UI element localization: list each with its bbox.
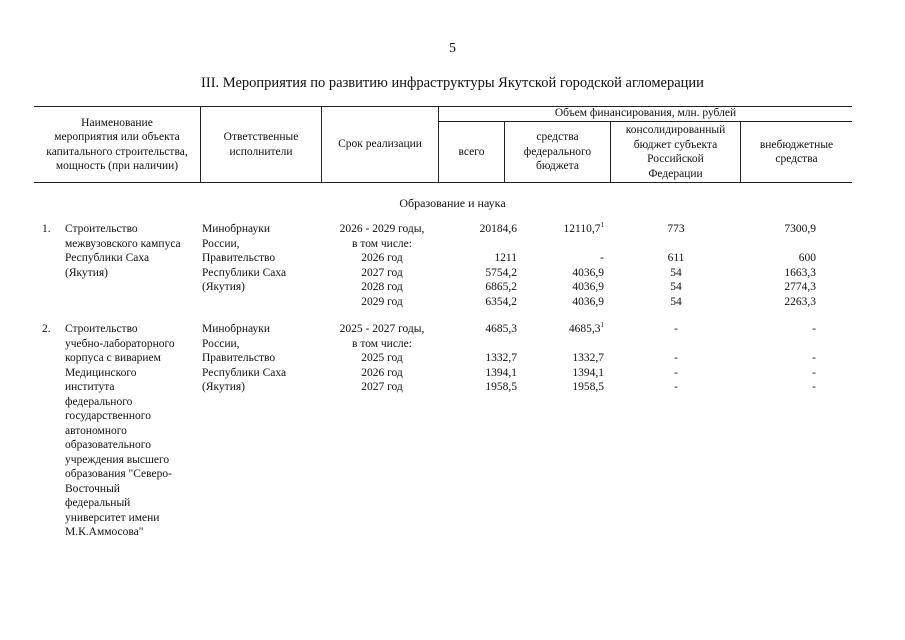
row-extra-value <box>741 237 816 252</box>
row-name-line: учреждения высшего <box>65 453 170 466</box>
row-period-line: 2028 год <box>361 281 403 293</box>
row-executors-line: Республики Саха <box>202 366 287 379</box>
row-regional-value: - <box>674 352 678 364</box>
header-extra-line: внебюджетные <box>759 138 834 151</box>
row-extra-value <box>741 337 816 352</box>
row-period-line: 2029 год <box>361 295 403 308</box>
row-regional-value: 773 <box>667 223 685 235</box>
row-name-line: автономного <box>65 424 127 437</box>
header-name-line: мероприятия или объекта <box>54 131 180 143</box>
row-extra-value: - <box>812 366 816 379</box>
row-extra-value: - <box>812 381 816 393</box>
row-name-line: (Якутия) <box>65 266 108 279</box>
row-extra-value: 1663,3 <box>784 266 816 279</box>
header-regional-line: Федерации <box>648 167 703 180</box>
header-federal-line: бюджета <box>536 160 579 173</box>
row-regional-value: 611 <box>667 252 685 264</box>
row-name-line: Строительство <box>65 323 138 335</box>
row-extra <box>741 222 816 309</box>
row-periods <box>322 222 442 309</box>
row-name-line: Восточный <box>65 482 120 495</box>
section-title: III. Мероприятия по развитию инфраструктуры Якутской городской агломерации <box>201 75 704 91</box>
header-period: Срок реализации <box>338 138 422 151</box>
row-periods <box>322 322 442 395</box>
row-period-line: 2025 - 2027 годы, <box>339 323 425 335</box>
row-period-line: 2027 год <box>361 381 403 393</box>
row-regional <box>612 222 740 309</box>
header-federal <box>505 122 610 182</box>
header-federal-line: федерального <box>523 145 592 158</box>
header-extra <box>741 122 852 182</box>
row-executors-line: Правительство <box>202 252 276 264</box>
row-name-line: учебно-лабораторного <box>65 337 175 350</box>
row-federal <box>504 222 604 309</box>
row-number: 1. <box>42 223 51 235</box>
row-extra-value: - <box>812 323 816 335</box>
row-executors-line: (Якутия) <box>202 281 245 293</box>
row-federal-value <box>504 222 604 237</box>
row-regional-value: 54 <box>670 281 682 293</box>
header-executors-line: исполнители <box>229 145 293 158</box>
row-federal-value <box>504 337 604 352</box>
row-federal-value: 1958,5 <box>572 381 604 393</box>
row-regional-value: - <box>674 366 678 379</box>
row-extra-value: 2774,3 <box>784 281 816 293</box>
header-regional-line: консолидированный <box>625 124 726 136</box>
header-total: всего <box>458 145 485 158</box>
row-total-value: 20184,6 <box>479 223 517 235</box>
federal-amount: 4685,3 <box>568 323 601 335</box>
row-period-line: 2026 год <box>361 366 403 379</box>
row-extra-value: 2263,3 <box>784 295 816 308</box>
row-executors-line: Минобрнауки <box>202 223 271 235</box>
row-total-value: 6865,2 <box>485 281 517 293</box>
row-regional-value: - <box>674 381 678 393</box>
row-period-line: 2025 год <box>361 352 403 364</box>
row-total-value: 6354,2 <box>485 295 517 308</box>
row-name-line: Медицинского <box>65 366 137 379</box>
header-regional-line: Российской <box>647 153 704 165</box>
row-federal-value: - <box>600 252 604 264</box>
row-name-line: федеральный <box>65 497 131 509</box>
row-extra-value: - <box>812 352 816 364</box>
header-name-line: капитального строительства, <box>46 145 188 158</box>
row-name-line: государственного <box>65 410 151 422</box>
row-name-line: университет имени <box>65 511 160 524</box>
footnote-marker: 1 <box>600 321 604 330</box>
row-executors-line: Правительство <box>202 352 276 364</box>
row-executors-line: (Якутия) <box>202 381 245 393</box>
header-regional <box>611 122 740 182</box>
row-name-line: корпуса с виварием <box>65 352 161 364</box>
row-federal-value: 1394,1 <box>572 366 604 379</box>
row-period-line: 2026 - 2029 годы, <box>339 223 425 235</box>
row-name-line: М.К.Аммосова" <box>65 526 144 538</box>
header-financing: Объем финансирования, млн. рублей <box>554 107 737 120</box>
federal-amount: 12110,7 <box>563 223 601 235</box>
row-total-value: 4685,3 <box>485 323 517 335</box>
row-period-line: 2027 год <box>361 266 403 279</box>
row-total-value: 1394,1 <box>485 366 517 379</box>
row-name-line: межвузовского кампуса <box>65 237 181 250</box>
row-regional <box>612 322 740 395</box>
row-federal-value: 1332,7 <box>572 352 604 364</box>
row-total-value: 1332,7 <box>485 352 517 364</box>
header-extra-line: средства <box>775 153 818 165</box>
row-executors-line: России, <box>202 337 240 350</box>
header-name-line: мощность (при наличии) <box>55 160 179 172</box>
row-name-line: федерального <box>65 395 133 408</box>
footnote-marker: 1 <box>600 221 604 230</box>
row-federal-value: 4036,9 <box>572 281 604 293</box>
row-name-line: института <box>65 381 115 393</box>
row-regional-value <box>612 237 740 252</box>
row-total-value: 1958,5 <box>485 381 517 393</box>
header-name <box>34 106 200 183</box>
row-executors-line: Республики Саха <box>202 266 287 279</box>
row-federal-value <box>504 322 604 337</box>
row-extra-value: 7300,9 <box>784 223 816 235</box>
row-period-line: 2026 год <box>361 252 403 264</box>
header-executors-line: Ответственные <box>223 131 299 143</box>
row-name-line: образования "Северо- <box>65 468 172 480</box>
row-regional-value <box>612 337 740 352</box>
row-name-line: образовательного <box>65 439 151 451</box>
subsection-title: Образование и наука <box>399 196 506 210</box>
row-regional-value: - <box>674 323 678 335</box>
row-total-value: 1211 <box>494 252 517 264</box>
header-federal-line: средства <box>536 131 579 144</box>
row-extra <box>741 322 816 395</box>
row-executors <box>202 322 322 395</box>
row-period-line: в том числе: <box>352 337 412 350</box>
page-number: 5 <box>449 41 456 56</box>
row-executors <box>202 222 322 295</box>
table-header <box>34 106 852 183</box>
row-federal-value <box>504 237 604 252</box>
row-executors-line: Минобрнауки <box>202 323 271 335</box>
row-executors-line: России, <box>202 237 240 250</box>
row-federal-value: 4036,9 <box>572 295 604 308</box>
row-total-value: 5754,2 <box>485 266 517 279</box>
row-name-line: Республики Саха <box>65 252 150 264</box>
row-regional-value: 54 <box>670 266 682 279</box>
row-federal-value: 4036,9 <box>572 266 604 279</box>
header-regional-line: бюджет субъекта <box>633 138 718 151</box>
row-federal <box>504 322 604 395</box>
row-regional-value: 54 <box>670 295 682 308</box>
row-period-line: в том числе: <box>352 237 412 250</box>
header-executors <box>201 106 321 183</box>
row-extra-value: 600 <box>798 252 816 264</box>
row-number: 2. <box>42 323 51 335</box>
header-name-line: Наименование <box>81 116 153 129</box>
row-name-line: Строительство <box>65 223 138 235</box>
